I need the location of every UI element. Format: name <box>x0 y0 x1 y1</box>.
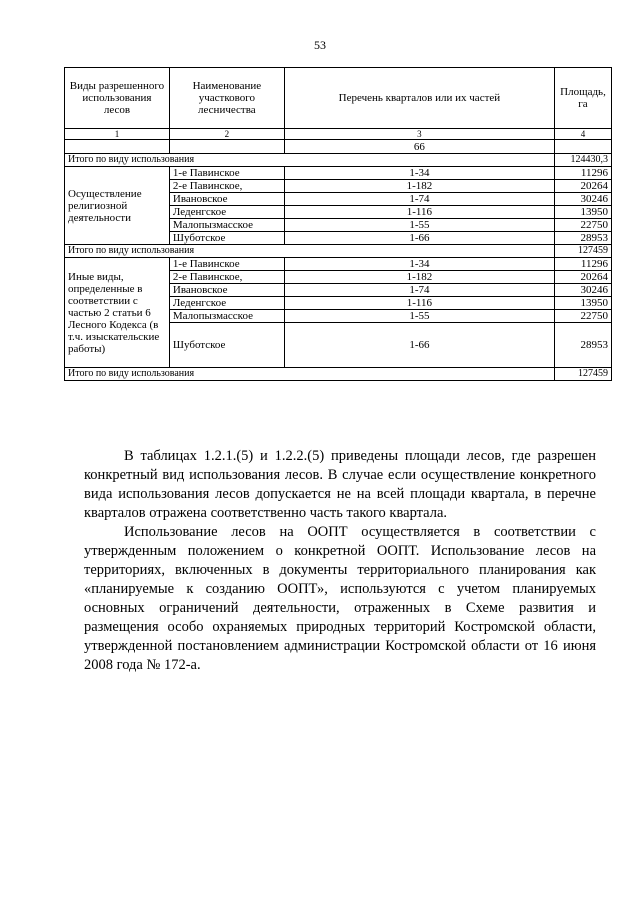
area-cell: 22750 <box>555 310 612 323</box>
total-value: 127459 <box>555 245 612 258</box>
quarters-cell: 1-182 <box>284 180 554 193</box>
forestry-cell: 1-е Павинское <box>169 258 284 271</box>
column-number: 4 <box>555 129 612 140</box>
area-cell: 13950 <box>555 206 612 219</box>
forestry-cell: Ивановское <box>169 284 284 297</box>
column-number-row <box>65 129 612 140</box>
table-row <box>65 258 612 271</box>
header-forestry: Наименование участкового лесничества <box>169 68 284 129</box>
header-quarters: Перечень кварталов или их частей <box>284 68 554 129</box>
table-row <box>65 167 612 180</box>
quarters-cell: 1-74 <box>284 284 554 297</box>
column-number: 2 <box>169 129 284 140</box>
quarters-cell: 1-66 <box>284 323 554 368</box>
paragraph: Использование лесов на ООПТ осуществляется в соответствии с утвержденным положением о конкретной ООПТ. Использование лесов на территориях, включенных в документы территориального планирования как «планируемые к созданию ООПТ», используются с учетом планируемых основных ограничений деятельности, отраженных в Схеме развития и размещения особо охраняемых природных территорий Костромской области, утвержденной постановлением администрации Костромской области от 16 июня 2008 года № 172-а. <box>84 524 596 673</box>
quarters-cell: 1-116 <box>284 297 554 310</box>
total-label: Итого по виду использования <box>65 154 555 167</box>
forest-use-table <box>64 67 612 381</box>
header-use-type: Виды разрешенного использования лесов <box>65 68 170 129</box>
table-header-row <box>65 68 612 129</box>
forestry-cell: Шуботское <box>169 323 284 368</box>
total-label: Итого по виду использования <box>65 245 555 258</box>
quarters-cell: 1-34 <box>284 258 554 271</box>
area-cell: 13950 <box>555 297 612 310</box>
total-row <box>65 368 612 381</box>
forestry-cell: Ивановское <box>169 193 284 206</box>
forestry-cell: Малопызмасское <box>169 219 284 232</box>
quarters-cell: 1-74 <box>284 193 554 206</box>
page-number: 53 <box>314 38 326 52</box>
area-cell: 28953 <box>555 323 612 368</box>
forestry-cell: Малопызмасское <box>169 310 284 323</box>
forestry-cell: 1-е Павинское <box>169 167 284 180</box>
column-number: 3 <box>284 129 554 140</box>
area-cell: 28953 <box>555 232 612 245</box>
area-cell: 30246 <box>555 284 612 297</box>
total-value: 124430,3 <box>555 154 612 167</box>
continuation-value: 66 <box>284 140 554 154</box>
quarters-cell: 1-55 <box>284 219 554 232</box>
paragraph: В таблицах 1.2.1.(5) и 1.2.2.(5) приведены площади лесов, где разрешен конкретный вид использования лесов. В случае если осуществление конкретного вида использования лесов допускается не на всей площади квартала, в перечне кварталов отражена соответственно часть такого квартала. <box>84 448 596 521</box>
area-cell: 22750 <box>555 219 612 232</box>
quarters-cell: 1-66 <box>284 232 554 245</box>
header-area: Площадь, га <box>555 68 612 129</box>
area-cell: 20264 <box>555 271 612 284</box>
total-row <box>65 245 612 258</box>
quarters-cell: 1-116 <box>284 206 554 219</box>
area-cell: 30246 <box>555 193 612 206</box>
forestry-cell: Леденгское <box>169 206 284 219</box>
area-cell: 20264 <box>555 180 612 193</box>
continuation-row <box>65 140 612 154</box>
use-type-other: Иные виды, определенные в соответствии с частью 2 статьи 6 Лесного Кодекса (в т.ч. изыскательские работы) <box>65 258 170 368</box>
area-cell: 11296 <box>555 258 612 271</box>
forestry-cell: Шуботское <box>169 232 284 245</box>
quarters-cell: 1-34 <box>284 167 554 180</box>
total-label: Итого по виду использования <box>65 368 555 381</box>
total-value: 127459 <box>555 368 612 381</box>
forestry-cell: 2-е Павинское, <box>169 271 284 284</box>
area-cell: 11296 <box>555 167 612 180</box>
forestry-cell: 2-е Павинское, <box>169 180 284 193</box>
forestry-cell: Леденгское <box>169 297 284 310</box>
total-row <box>65 154 612 167</box>
quarters-cell: 1-182 <box>284 271 554 284</box>
column-number: 1 <box>65 129 170 140</box>
body-text <box>84 447 596 675</box>
quarters-cell: 1-55 <box>284 310 554 323</box>
use-type-religious: Осуществление религиозной деятельности <box>65 167 170 245</box>
